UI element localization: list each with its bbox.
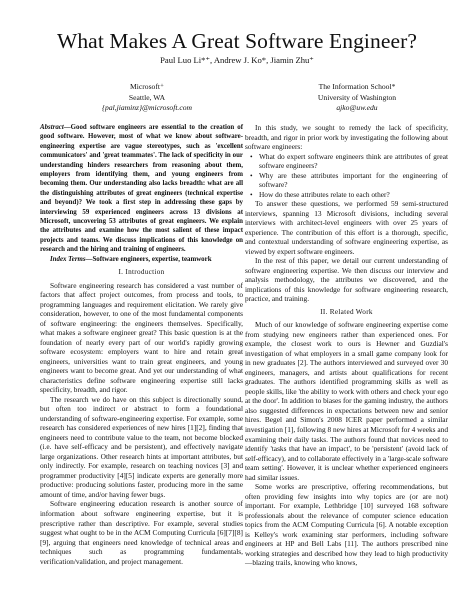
paragraph: In this study, we sought to remedy the lack of specificity, breadth, and rigor in prior work by investigating the following about software engineers: [245,123,448,152]
list-item: • What do expert software engineers think are attributes of great software engineers? [259,152,448,171]
affiliation-email: ajko@uw.edu [336,103,378,113]
affiliation-org: Microsoft⁺ [130,82,164,91]
paragraph: To answer these questions, we performed 59 semi-structured interviews, spanning 13 Microsoft divisions, including several interviews with architect-level engineers with over 25 years of experience. The contribution of this effort is a thorough, specific, and contextual understanding of software engineering expertise, as viewed by expert software engineers. [245,199,448,256]
paragraph: Much of our knowledge of software engineering expertise come from studying new engineers rather than experienced ones. For example, the closest work to ours is Hewner and Guzdial's investigation of what employers in a small game company look for in new graduates [2]. The authors interviewed and surveyed over 30 engineers, managers, and artists about qualifications for recent graduates. The authors identified programming skills as well as people skills, like 'the ability to work with others and check your ego at the door'. In addition to biases for the gaming industry, the authors also suggested differences in expectations between new and senior hires. Begel and Simon's 2008 ICER paper performed a similar investigation [1], following 8 new hires at Microsoft for 4 weeks and examining their daily tasks. The authors found that novices need to identify 'tasks that have an impact', to be 'persistent' (avoid lack of self-efficacy), and to collaborate effectively in a 'large-scale software team setting'. However, it is unclear whether experienced engineers had similar issues. [245,320,448,482]
abstract-text: —Good software engineers are essential to the creation of good software. However, most of what we know about software-engineering expertise are vague stereotypes, such as 'excellent communicators' and 'great teammates'. The lack of specificity in our understanding hinders researchers from reasoning about them, employers from identifying them, and young engineers from becoming them. Our understanding also lacks breadth: what are all the distinguishing attributes of great engineers (technical expertise and beyond)? We took a first step in addressing these gaps by interviewing 59 experienced engineers across 13 divisions at Microsoft, uncovering 53 attributes of great engineers. We explain the attributes and examine how the most salient of these impact projects and teams. We discuss implications of this knowledge on research and the hiring and training of engineers. [40,124,243,254]
paragraph: The research we do have on this subject is directionally sound, but often too indirect or abstract to form a foundational understanding of software-engineering expertise. For example, some research has considered experiences of new hires [1][2], finding that engineers need to contribute value to the team, not become blocked (i.e. have self-efficacy and be persistent), and effectively navigate large organizations. Other research hints at important attributes, but only indirectly. For example, research on teaching novices [3] and programmer productivity [4][5] indicate experts are generally more productive: producing solutions faster, producing more in the same amount of time, and/or having fewer bugs. [40,394,243,499]
abstract [40,123,243,255]
affiliation-right [262,82,452,114]
left-column [40,123,243,566]
affiliation-place: University of Washington [317,92,397,102]
paper-title: What Makes A Great Software Engineer? [56,29,418,53]
index-terms-text: —Software engineers, expertise, teamwork [85,255,212,263]
paragraph: In the rest of this paper, we detail our current understanding of software engineering expertise. We then discuss our interview and analysis methodology, the attributes we discovered, and the implications of this knowledge for software engineering research, practice, and training. [245,256,448,304]
list-item: • Why are these attributes important for the engineering of software? [259,171,448,190]
right-column [245,123,448,568]
research-questions-list [245,152,448,200]
affiliation-org: The Information School* [318,82,396,91]
affiliation-email: {pal,jiaminz}@microsoft.com [102,103,192,113]
section-heading-related-work: II. Related Work [320,307,373,316]
index-terms-lead: Index Terms [50,255,86,263]
section-heading-introduction: I. Introduction [118,268,165,277]
paragraph: Software engineering research has considered a vast number of factors that affect project outcomes, from process and tools, to programming languages and requirement elicitation. We rarely give consideration, however, to one of the most fundamental components of software engineering: the engineers themselves. Specifically, what makes a software engineer great? This basic question is at the foundation of nearly every part of our world's rapidly growing software ecosystem: employers want to hire and retain great engineers, universities want to train great engineers, and young engineers want to become great. And yet our understanding of what characteristics define software engineering expertise still lacks specificity, breadth, and rigor. [40,280,243,395]
index-terms [40,255,243,264]
paragraph: Some works are prescriptive, offering recommendations, but often providing few insights into why topics are (or are not) important. For example, Lethbridge [10] surveyed 168 software professionals about the relevance of computer science education topics from the ACM Computing Curricula [6]. A notable exception is Kelley's work examining star performers, including software engineers at HP and Bell Labs [11]. The authors prescribed nine working strategies and described how they lead to high productivity—blazing trails, knowing who knows, [245,482,448,568]
affiliation-place: Seattle, WA [128,92,166,102]
abstract-lead: Abstract [40,124,64,131]
list-item: • How do these attributes relate to each other? [259,190,448,200]
paragraph: Software engineering education research is another source of information about software engineering expertise, but it is prescriptive rather than descriptive. For example, several studies suggest what ought to be in the ACM Computing Curricula [6][7][8][9], arguing that engineers need knowledge of technical areas and techniques such as programming fundamentals, verification/validation, and project management. [40,499,243,566]
affiliation-left [52,82,242,114]
author-list: Paul Luo Li*⁺, Andrew J. Ko*, Jiamin Zhu⁺ [160,55,314,65]
